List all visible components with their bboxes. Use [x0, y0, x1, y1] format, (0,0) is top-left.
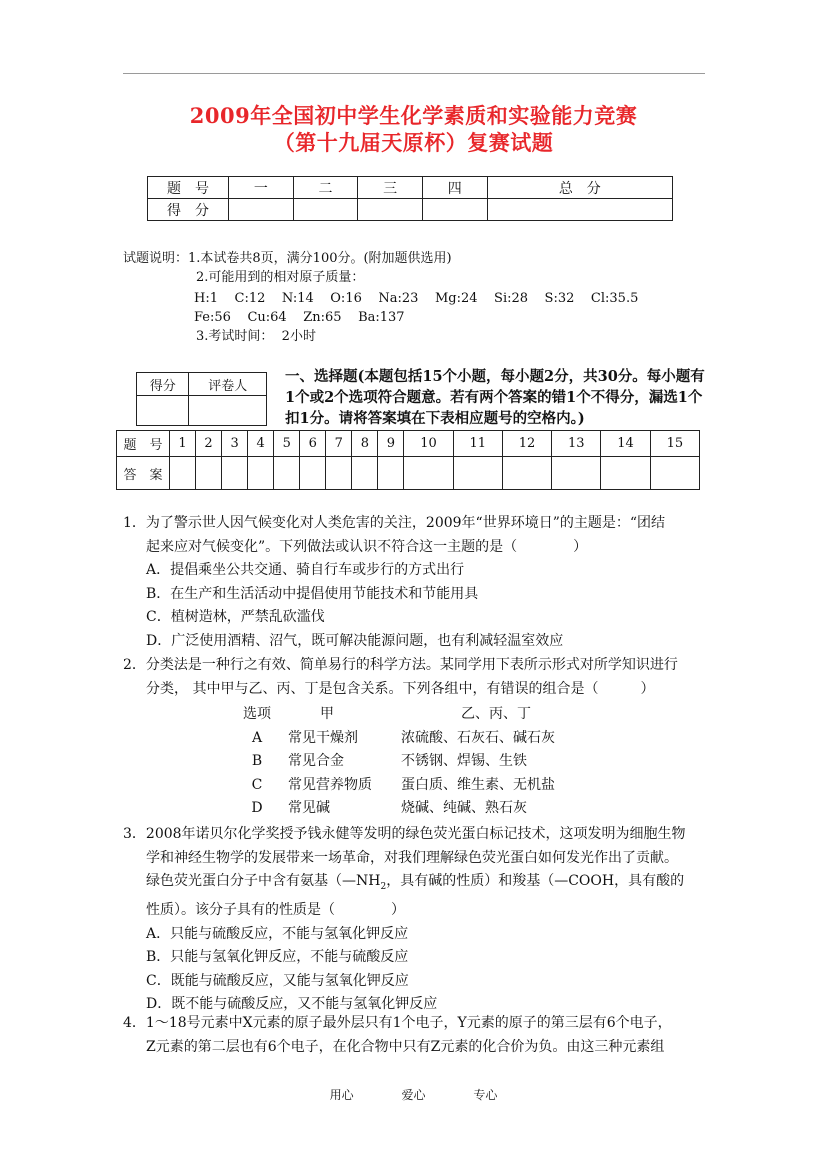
- footer-text: 专心: [473, 1088, 498, 1102]
- score-header: 二: [293, 177, 358, 199]
- question-4: [123, 1012, 708, 1059]
- exam-note: 试题说明：1.本试卷共8页，满分100分。(附加题供选用): [123, 251, 452, 266]
- question-stem: [123, 870, 708, 899]
- answer-cell[interactable]: [196, 457, 222, 490]
- answer-number: 10: [404, 431, 453, 457]
- answer-cell[interactable]: [552, 457, 601, 490]
- question-stem: 分类， 其中甲与乙、丙、丁是包含关系。下列各组中，有错误的组合是（ ）: [146, 680, 655, 697]
- answer-cell[interactable]: [404, 457, 453, 490]
- option-b: B．在生产和生活活动中提倡使用节能技术和节能用具: [146, 585, 479, 602]
- row-option: C: [251, 776, 263, 793]
- score-cell[interactable]: [293, 199, 358, 221]
- stem-text: 绿色荧光蛋白分子中含有氨基（—NH: [146, 873, 381, 889]
- answer-number: 13: [552, 431, 601, 457]
- question-stem: 4．1～18号元素中X元素的原子最外层只有1个电子，Y元素的原子的第三层有6个电子，: [123, 1015, 672, 1031]
- option-c: C．植树造林，严禁乱砍滥伐: [146, 609, 325, 625]
- answer-cell[interactable]: [274, 457, 300, 490]
- atomic-masses: Fe:56 Cu:64 Zn:65 Ba:137: [194, 310, 405, 325]
- option-b: B．只能与氢氧化钾反应，不能与硫酸反应: [146, 949, 409, 966]
- question-1: [123, 512, 708, 653]
- grader-box: [136, 372, 267, 426]
- row-option: B: [251, 753, 263, 769]
- option-d: D．广泛使用酒精、沼气，既可解决能源问题，也有利减轻温室效应: [146, 632, 564, 649]
- answer-number: 1: [170, 431, 196, 457]
- option-a: A．只能与硫酸反应，不能与氢氧化钾反应: [146, 925, 409, 942]
- answer-cell[interactable]: [502, 457, 551, 490]
- score-cell[interactable]: [487, 199, 672, 221]
- score-cell[interactable]: [422, 199, 487, 221]
- row-members: 不锈钢、焊锡、生铁: [401, 753, 527, 769]
- answer-number: 14: [601, 431, 650, 457]
- exam-note: 3.考试时间： 2小时: [196, 329, 316, 344]
- question-stem: 2．分类法是一种行之有效、简单易行的科学方法。某同学用下表所示形式对所学知识进行: [123, 657, 678, 673]
- row-category: 常见碱: [288, 800, 330, 816]
- answer-cell[interactable]: [170, 457, 196, 490]
- answer-table: [116, 430, 700, 490]
- atomic-masses: H:1 C:12 N:14 O:16 Na:23 Mg:24 Si:28 S:32 Cl:35.5: [194, 291, 639, 306]
- row-members: 蛋白质、维生素、无机盐: [401, 776, 555, 793]
- score-header: 总 分: [487, 177, 672, 199]
- answer-number: 15: [650, 431, 699, 457]
- row-option: D: [251, 800, 263, 816]
- row-category: 常见合金: [288, 753, 344, 769]
- option-d: D．既不能与硫酸反应，又不能与氢氧化钾反应: [146, 996, 438, 1013]
- answer-number: 9: [378, 431, 404, 457]
- score-cell[interactable]: [358, 199, 423, 221]
- score-cell[interactable]: [229, 199, 294, 221]
- answer-number: 2: [196, 431, 222, 457]
- answer-cell[interactable]: [300, 457, 326, 490]
- answer-cell[interactable]: [326, 457, 352, 490]
- question-stem: 起来应对气候变化”。下列做法或认识不符合这一主题的是（ ）: [146, 538, 588, 555]
- col-header: 甲: [320, 706, 334, 722]
- row-category: 常见营养物质: [288, 776, 372, 793]
- score-header: 题 号: [148, 177, 229, 199]
- answer-cell[interactable]: [222, 457, 248, 490]
- score-header: 一: [229, 177, 294, 199]
- option-a: A．提倡乘坐公共交通、骑自行车或步行的方式出行: [146, 562, 465, 578]
- score-table: [147, 176, 673, 221]
- answer-number: 3: [222, 431, 248, 457]
- answer-cell[interactable]: [248, 457, 274, 490]
- question-2: [123, 654, 708, 701]
- col-header: 选项: [243, 706, 271, 722]
- question-stem: Z元素的第二层也有6个电子，在化合物中只有Z元素的化合价为负。由这三种元素组: [146, 1038, 665, 1055]
- answer-number: 12: [502, 431, 551, 457]
- answer-number: 6: [300, 431, 326, 457]
- stem-text: ，具有碱的性质）和羧基（—COOH，具有酸的: [386, 873, 685, 889]
- question-stem: 3．2008年诺贝尔化学奖授予钱永健等发明的绿色荧光蛋白标记技术，这项发明为细胞生物: [123, 826, 686, 842]
- grader-reviewer-cell[interactable]: [189, 396, 267, 426]
- footer-text: 用心: [329, 1088, 354, 1102]
- col-header: 乙、丙、丁: [461, 706, 531, 722]
- grader-reviewer-label: 评卷人: [189, 373, 267, 396]
- row-category: 常见干燥剂: [288, 729, 358, 746]
- answer-cell[interactable]: [453, 457, 502, 490]
- page-subtitle: （第十九届天原杯）复赛试题: [273, 130, 554, 155]
- option-c: C．既能与硫酸反应，又能与氢氧化钾反应: [146, 972, 409, 989]
- answer-cell[interactable]: [378, 457, 404, 490]
- row-members: 浓硫酸、石灰石、碱石灰: [401, 729, 555, 746]
- classification-table: [234, 703, 555, 821]
- page-footer: [0, 1086, 827, 1103]
- row-option: A: [251, 729, 263, 746]
- top-rule: [123, 73, 705, 74]
- score-row-label: 得 分: [148, 199, 229, 221]
- answer-cell[interactable]: [650, 457, 699, 490]
- score-header: 四: [422, 177, 487, 199]
- answer-label: 答 案: [117, 457, 170, 490]
- question-stem: 性质）。该分子具有的性质是（ ）: [146, 902, 405, 919]
- answer-cell[interactable]: [601, 457, 650, 490]
- answer-number: 7: [326, 431, 352, 457]
- footer-text: 爱心: [401, 1088, 426, 1102]
- score-header: 三: [358, 177, 423, 199]
- section-heading: 一、选择题(本题包括15个小题，每小题2分，共30分。每小题有1个或2个选项符合题意。若有两个答案的错1个不得分，漏选1个扣1分。请将答案填在下表相应题号的空格内。): [285, 368, 705, 427]
- answer-number: 5: [274, 431, 300, 457]
- question-stem: 学和神经生物学的发展带来一场革命，对我们理解绿色荧光蛋白如何发光作出了贡献。: [146, 849, 678, 866]
- answer-number: 8: [352, 431, 378, 457]
- page-title: 2009年全国初中学生化学素质和实验能力竞赛: [189, 103, 638, 128]
- answer-number: 11: [453, 431, 502, 457]
- row-members: 烧碱、纯碱、熟石灰: [401, 800, 527, 816]
- answer-cell[interactable]: [352, 457, 378, 490]
- question-stem: 1．为了警示世人因气候变化对人类危害的关注，2009年“世界环境日”的主题是：“团结: [123, 515, 666, 531]
- grader-score-label: 得分: [137, 373, 189, 396]
- answer-number: 4: [248, 431, 274, 457]
- question-3: [123, 823, 708, 1017]
- exam-note: 2.可能用到的相对原子质量：: [196, 270, 365, 285]
- grader-score-cell[interactable]: [137, 396, 189, 426]
- answer-num-label: 题 号: [117, 431, 170, 457]
- subscript: 2: [380, 881, 387, 892]
